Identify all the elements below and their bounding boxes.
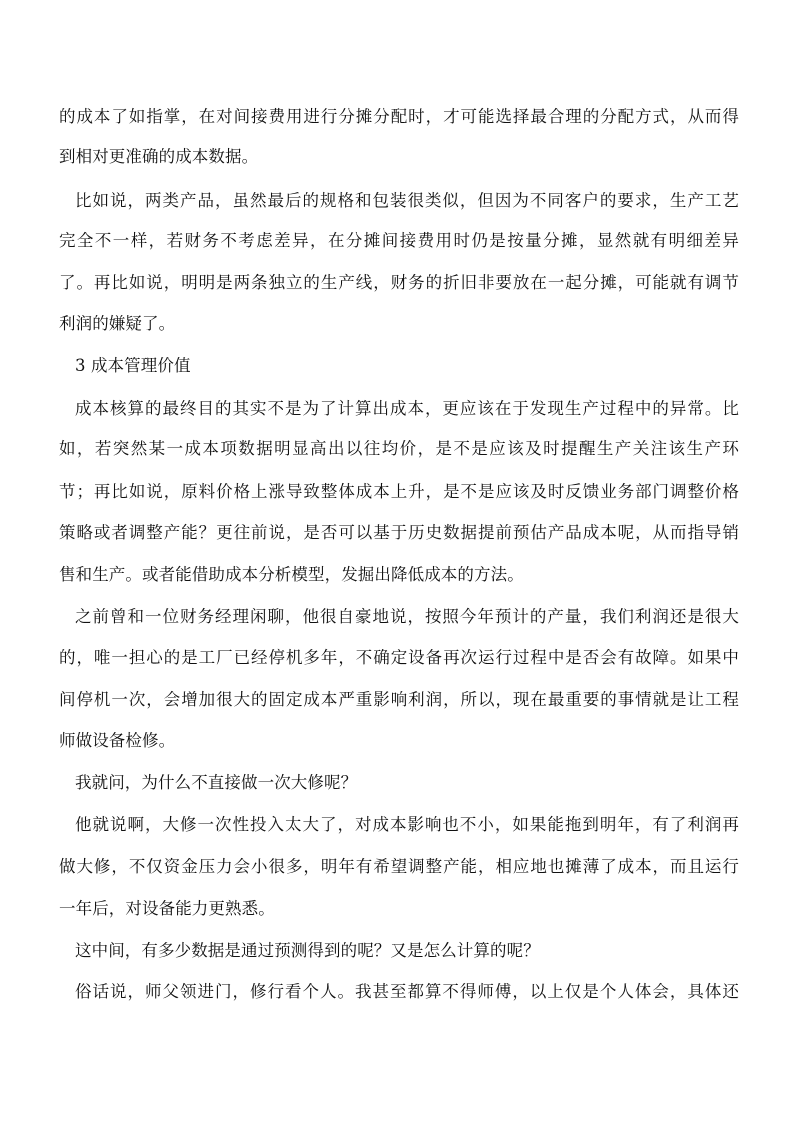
text-line: 的，唯一担心的是工厂已经停机多年，不确定设备再次运行过程中是否会有故障。如果中	[59, 648, 739, 667]
text-line: 到相对更准确的成本数据。	[59, 147, 259, 166]
text-line: 间停机一次，会增加很大的固定成本严重影响利润，所以，现在最重要的事情就是让工程	[59, 690, 739, 709]
text-line: 成本核算的最终目的其实不是为了计算出成本，更应该在于发现生产过程中的异常。比	[75, 399, 739, 418]
text-line: 利润的嫌疑了。	[59, 314, 176, 333]
text-line: 师做设备检修。	[59, 731, 176, 750]
text-line: 策略或者调整产能？更往前说，是否可以基于历史数据提前预估产品成本呢，从而指导销	[59, 523, 739, 542]
text-line: 的成本了如指掌，在对间接费用进行分摊分配时，才可能选择最合理的分配方式，从而得	[59, 107, 739, 126]
text-line: 我就问，为什么不直接做一次大修呢？	[75, 773, 358, 792]
text-line: 他就说啊，大修一次性投入太大了，对成本影响也不小，如果能拖到明年，有了利润再	[75, 815, 739, 834]
text-line: 完全不一样，若财务不考虑差异，在分摊间接费用时仍是按量分摊，显然就有明细差异	[59, 231, 739, 250]
section-heading: 3 成本管理价值	[75, 356, 191, 375]
text-line: 做大修，不仅资金压力会小很多，明年有希望调整产能，相应地也摊薄了成本，而且运行	[59, 857, 739, 876]
text-line: 一年后，对设备能力更熟悉。	[59, 899, 275, 918]
text-line: 之前曾和一位财务经理闲聊，他很自豪地说，按照今年预计的产量，我们利润还是很大	[75, 607, 739, 626]
text-line: 了。再比如说，明明是两条独立的生产线，财务的折旧非要放在一起分摊，可能就有调节	[59, 273, 739, 292]
text-line: 如，若突然某一成本项数据明显高出以往均价，是不是应该及时提醒生产关注该生产环	[59, 439, 739, 458]
text-line: 售和生产。或者能借助成本分析模型，发掘出降低成本的方法。	[59, 565, 524, 584]
text-line: 这中间，有多少数据是通过预测得到的呢？又是怎么计算的呢？	[75, 941, 540, 960]
text-line: 节；再比如说，原料价格上涨导致整体成本上升，是不是应该及时反馈业务部门调整价格	[59, 482, 739, 501]
text-line: 比如说，两类产品，虽然最后的规格和包装很类似，但因为不同客户的要求，生产工艺	[75, 191, 739, 210]
text-line: 俗话说，师父领进门，修行看个人。我甚至都算不得师傅，以上仅是个人体会，具体还	[75, 982, 739, 1001]
